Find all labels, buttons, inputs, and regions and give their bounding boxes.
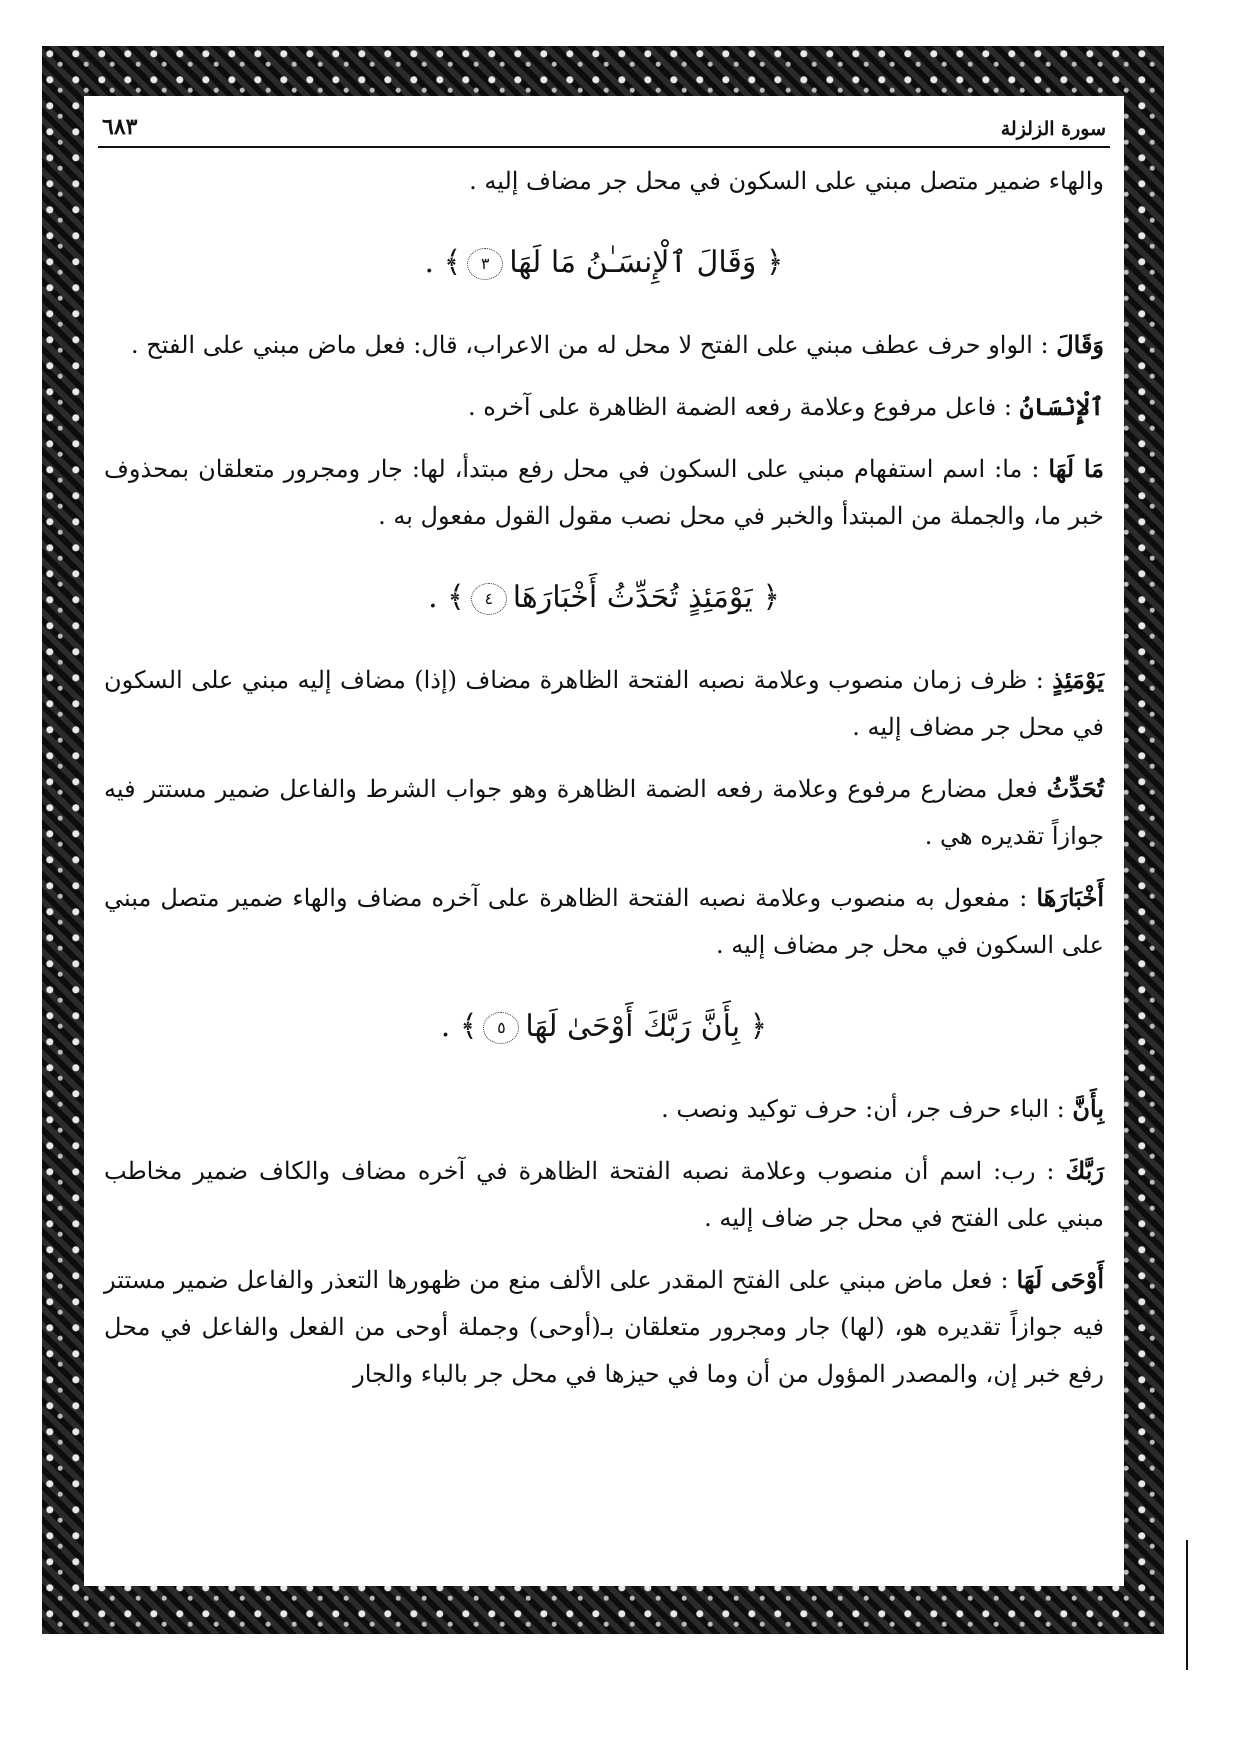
analysis-paragraph: [104, 321, 1104, 369]
verse-text: يَوْمَئِذٍ تُحَدِّثُ أَخْبَارَهَا: [512, 580, 753, 615]
book-page: [84, 96, 1124, 1586]
analysis-term: بِأَنَّ: [1072, 1094, 1104, 1123]
verse-open-bracket: ﴿: [749, 1009, 768, 1044]
page-content: [98, 158, 1110, 1398]
analysis-paragraph: [104, 383, 1104, 431]
analysis-text: : فعل ماض مبني على الفتح المقدر على الألف منع من ظهورها التعذر والفاعل ضمير مستتر فيه جوازاً تقديره هو، (لها) جار ومجرور متعلقان بـ(أوحى) وجملة أوحى من الفعل والفاعل في محل رفع خبر إن، والمصدر المؤول من أن وما في حيزها في محل جر بالباء والجار: [104, 1266, 1104, 1388]
ayah-number-marker: ٣: [467, 248, 503, 280]
quran-verse-5: [104, 999, 1104, 1055]
margin-rule-line: [1186, 1540, 1188, 1670]
analysis-term: تُحَدِّثُ: [1046, 774, 1104, 803]
surah-title: سورة الزلزلة: [1000, 118, 1106, 140]
paragraph-continuation: والهاء ضمير متصل مبني على السكون في محل جر مضاف إليه .: [469, 167, 1104, 195]
analysis-text: : الباء حرف جر، أن: حرف توكيد ونصب .: [661, 1095, 1073, 1123]
analysis-text: فعل مضارع مرفوع وعلامة رفعه الضمة الظاهرة وهو جواب الشرط والفاعل ضمير مستتر فيه جوازاً تقديره هي .: [104, 775, 1104, 850]
quran-verse-4: [104, 570, 1104, 626]
ayah-number-marker: ٤: [471, 583, 507, 615]
analysis-paragraph: [104, 1256, 1104, 1398]
quran-verse-3: [104, 235, 1104, 291]
analysis-term: أَوْحَى لَهَا: [1016, 1265, 1104, 1294]
page-number: ٦٨٣: [102, 114, 138, 140]
analysis-paragraph: [104, 1147, 1104, 1242]
verse-tail: .: [428, 580, 448, 615]
verse-tail: .: [440, 1009, 460, 1044]
analysis-text: : ما: اسم استفهام مبني على السكون في محل رفع مبتدأ، لها: جار ومجرور متعلقان بمحذوف خبر ما، والجملة من المبتدأ والخبر في محل نصب مقول القول مفعول به .: [104, 455, 1104, 530]
verse-open-bracket: ﴿: [762, 580, 780, 615]
analysis-text: : الواو حرف عطف مبني على الفتح لا محل له من الاعراب، قال: فعل ماض مبني على الفتح .: [130, 331, 1057, 359]
analysis-text: : رب: اسم أن منصوب وعلامة نصبه الفتحة الظاهرة في آخره مضاف والكاف ضمير مخاطب مبني على الفتح في محل جر ضاف إليه .: [104, 1157, 1104, 1232]
analysis-paragraph: [104, 765, 1104, 860]
analysis-term: أَخْبَارَهَا: [1036, 883, 1104, 912]
verse-tail: .: [424, 245, 444, 280]
analysis-term: وَقَالَ: [1056, 330, 1104, 359]
verse-close-bracket: ﴾: [447, 580, 465, 615]
analysis-paragraph: [104, 874, 1104, 969]
analysis-term: ٱلْإِنْسَانُ: [1019, 392, 1104, 421]
verse-text: بِأَنَّ رَبَّكَ أَوْحَىٰ لَهَا: [525, 1009, 741, 1044]
verse-close-bracket: ﴾: [443, 245, 462, 280]
analysis-term: رَبَّكَ: [1065, 1156, 1105, 1185]
analysis-text: : ظرف زمان منصوب وعلامة نصبه الفتحة الظاهرة مضاف (إذا) مضاف إليه مبني على السكون في محل جر مضاف إليه .: [104, 666, 1104, 741]
verse-text: وَقَالَ ٱلْإِنسَـٰنُ مَا لَهَا: [509, 245, 757, 280]
analysis-term: يَوْمَئِذٍ: [1052, 665, 1104, 694]
analysis-paragraph: [104, 1085, 1104, 1133]
analysis-term: مَا لَهَا: [1048, 454, 1104, 483]
ayah-number-marker: ٥: [483, 1012, 519, 1044]
verse-open-bracket: ﴿: [765, 245, 784, 280]
page-header: [98, 110, 1110, 148]
analysis-text: : مفعول به منصوب وعلامة نصبه الفتحة الظاهرة على آخره مضاف والهاء ضمير متصل مبني على السكون في محل جر مضاف إليه .: [104, 884, 1104, 959]
verse-close-bracket: ﴾: [459, 1009, 478, 1044]
analysis-paragraph: [104, 656, 1104, 751]
analysis-text: : فاعل مرفوع وعلامة رفعه الضمة الظاهرة على آخره .: [468, 393, 1020, 421]
analysis-paragraph: [104, 445, 1104, 540]
